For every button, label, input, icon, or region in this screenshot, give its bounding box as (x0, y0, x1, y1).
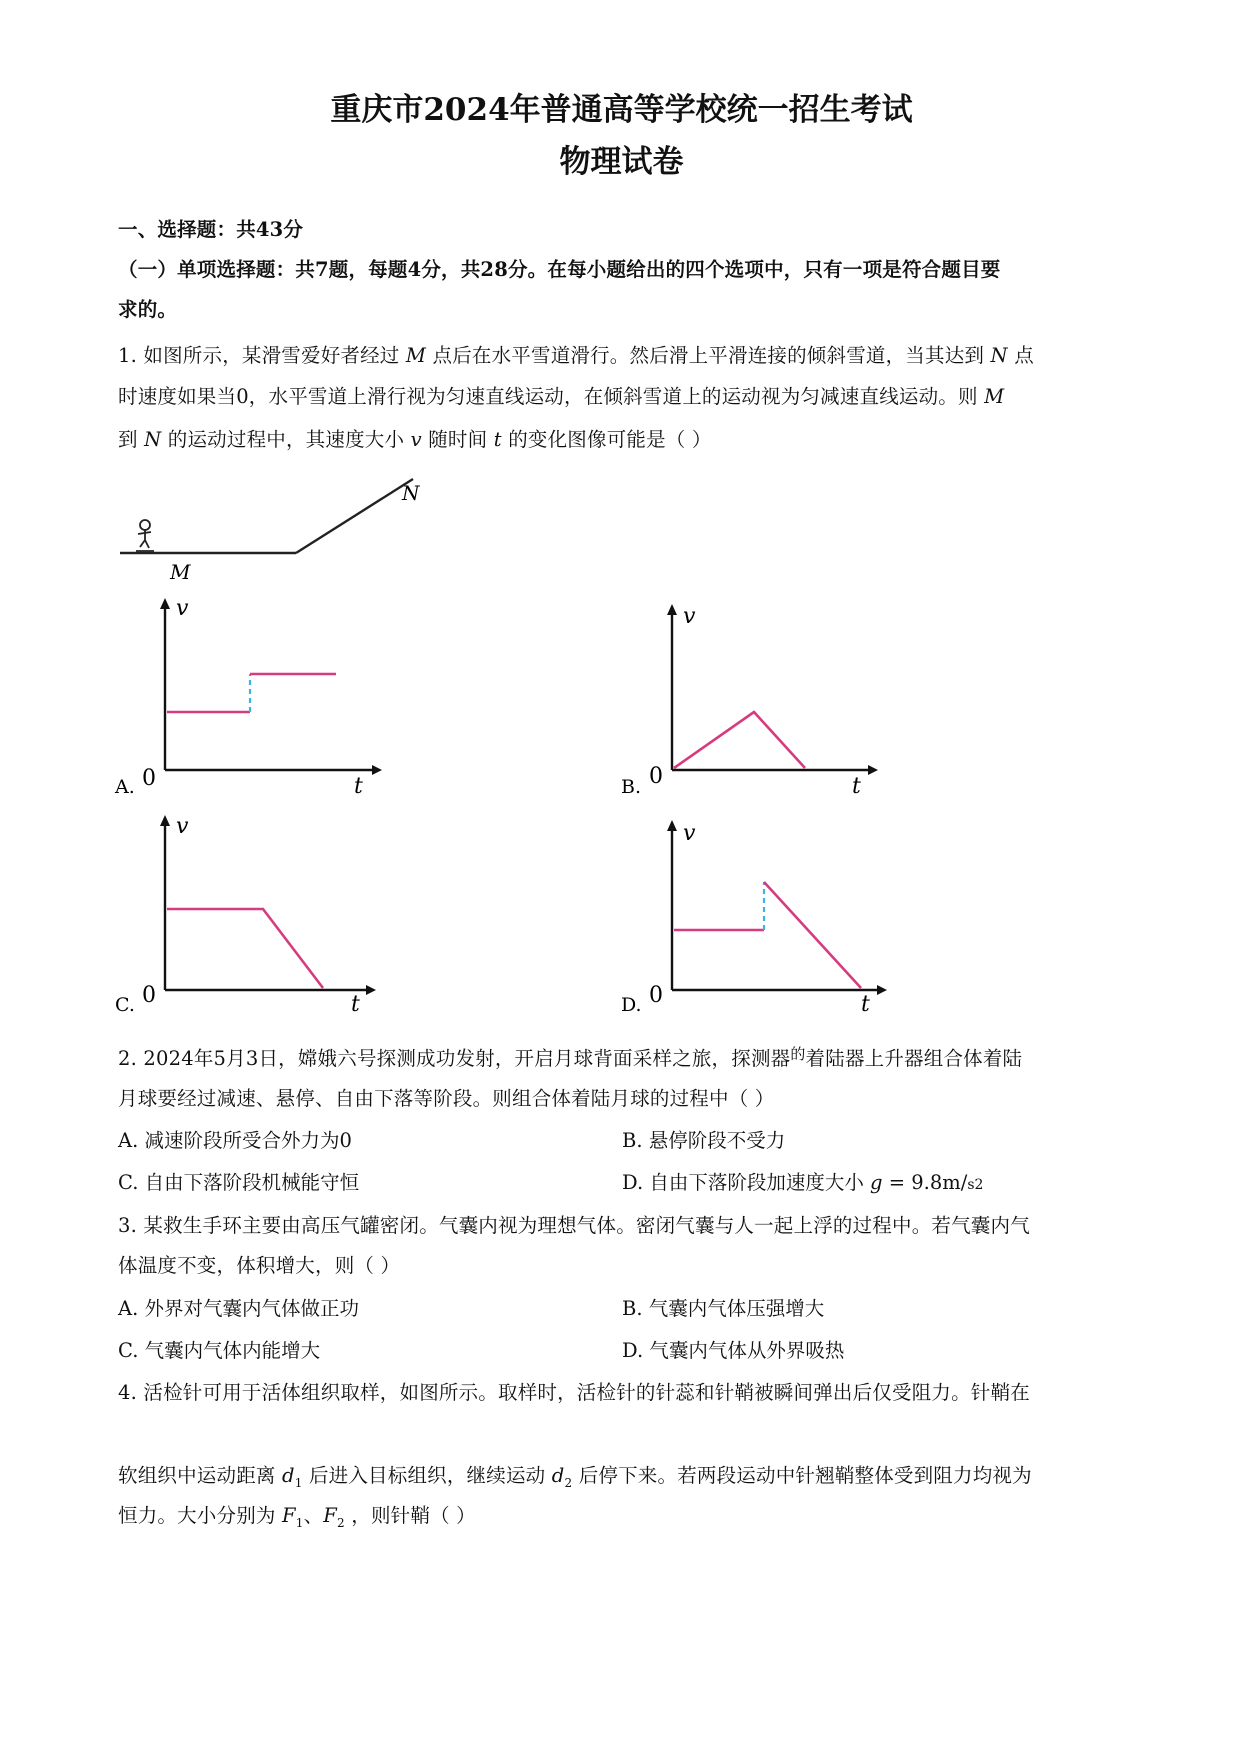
figure-label-M: M (170, 560, 191, 584)
q1-text: 随时间 (428, 428, 488, 451)
q3-line1: 3. 某救生手环主要由高压气罐密闭。气囊内视为理想气体。密闭气囊与人一起上浮的过程中。若气囊内气 (118, 1214, 1030, 1237)
q1-line3 (118, 424, 712, 452)
q1-text: 到 (118, 428, 138, 451)
var-F1: F (282, 1504, 296, 1527)
q1-var-M: M (405, 344, 427, 367)
origin-label: 0 (649, 983, 663, 1008)
q1-line2 (118, 381, 1004, 409)
q2-text: 着陆器上升器组合体着陆 (805, 1047, 1023, 1070)
option-label: D. (621, 994, 642, 1015)
var-d1-sub: 1 (294, 1475, 303, 1490)
var-F1-sub: 1 (295, 1515, 304, 1530)
q4-text: 后停下来。若两段运动中针翘鞘整体受到阻力均视为 (578, 1464, 1032, 1487)
page-subtitle: 物理试卷 (559, 144, 684, 180)
q2-small-char: 的 (790, 1045, 806, 1063)
q1-text: 时速度如果当0，水平雪道上滑行视为匀速直线运动，在倾斜雪道上的运动视为匀减速直线运动。则 (118, 385, 978, 408)
q2-option-d-value: = 9.8m/ (882, 1171, 968, 1194)
q4-text: ，则针鞘（ ） (351, 1504, 476, 1527)
q4-text: 恒力。大小分别为 (118, 1504, 276, 1527)
section-instruction-line1: （一）单项选择题：共7题，每题4分，共28分。在每小题给出的四个选项中，只有一项是符合题目要 (118, 258, 1001, 281)
q3-line2: 体温度不变，体积增大，则（ ） (118, 1254, 401, 1277)
axis-label-t: t (852, 774, 861, 795)
q4-text: 软组织中运动距离 (118, 1464, 276, 1487)
q1-var-N: N (990, 344, 1008, 367)
axis-label-t: t (861, 992, 870, 1015)
q1-var-v: v (410, 428, 422, 451)
q3-option-b: B. 气囊内气体压强增大 (622, 1297, 825, 1320)
q4-text: 后进入目标组织，继续运动 (308, 1464, 546, 1487)
option-label: C. (115, 994, 135, 1015)
q1-text: 点 (1014, 344, 1034, 367)
q1-text: 点后在水平雪道滑行。然后滑上平滑连接的倾斜雪道，当其达到 (432, 344, 985, 367)
curve (674, 712, 805, 768)
var-F2-sub: 2 (337, 1515, 345, 1530)
q4-line2 (118, 1460, 1032, 1490)
curve (167, 909, 323, 988)
var-d2-sub: 2 (564, 1475, 573, 1490)
option-label: A. (115, 776, 135, 795)
q1-var-M: M (984, 385, 1005, 408)
curve-segment-2 (764, 882, 861, 988)
axis-label-v: v (176, 814, 189, 839)
separator: 、 (303, 1504, 324, 1527)
q1-line1 (118, 340, 1034, 368)
q1-text: 的运动过程中，其速度大小 (167, 428, 405, 451)
q2-option-d-text: D. 自由下落阶段加速度大小 (622, 1171, 864, 1194)
q1-text: 1. 如图所示，某滑雪爱好者经过 (118, 344, 400, 367)
q1-text: 的变化图像可能是（ ） (508, 428, 712, 451)
axis-label-t: t (354, 774, 363, 795)
ski-slope-figure (110, 470, 440, 585)
origin-label: 0 (649, 764, 663, 789)
q2-text: 2. 2024年5月3日，嫦娥六号探测成功发射，开启月球背面采样之旅，探测器 (118, 1047, 791, 1070)
q2-line1 (118, 1043, 1022, 1071)
q2-option-d (622, 1167, 983, 1195)
q1-var-N: N (144, 428, 162, 451)
axis-label-t: t (351, 992, 360, 1015)
q1-var-t: t (493, 428, 502, 451)
page-title: 重庆市2024年普通高等学校统一招生考试 (330, 92, 913, 128)
q2-option-c: C. 自由下落阶段机械能守恒 (118, 1171, 360, 1194)
axis-label-v: v (683, 604, 696, 629)
graph-option-b (615, 603, 895, 795)
var-F2: F (323, 1504, 338, 1527)
graph-option-a (110, 595, 390, 795)
option-label: B. (621, 776, 642, 795)
axis-label-v: v (176, 596, 189, 621)
graph-option-c (110, 810, 390, 1015)
section-heading: 一、选择题：共43分 (118, 218, 304, 241)
skier-icon (136, 520, 154, 551)
graph-option-d (615, 818, 905, 1015)
q2-line2: 月球要经过减速、悬停、自由下落等阶段。则组合体着陆月球的过程中（ ） (118, 1087, 775, 1110)
q3-option-c: C. 气囊内气体内能增大 (118, 1339, 321, 1362)
origin-label: 0 (142, 766, 156, 791)
var-d1: d (282, 1464, 295, 1487)
q3-option-d: D. 气囊内气体从外界吸热 (622, 1339, 845, 1362)
figure-label-N: N (402, 481, 420, 505)
var-d2: d (551, 1464, 565, 1487)
axis-label-v: v (683, 821, 696, 846)
q2-option-d-unit: s2 (967, 1177, 984, 1193)
q2-option-b: B. 悬停阶段不受力 (622, 1129, 786, 1152)
q2-option-a: A. 减速阶段所受合外力为0 (118, 1129, 352, 1152)
q3-option-a: A. 外界对气囊内气体做正功 (118, 1297, 359, 1320)
section-instruction-line2: 求的。 (118, 298, 178, 321)
q4-line3 (118, 1500, 476, 1530)
q4-line1: 4. 活检针可用于活体组织取样，如图所示。取样时，活检针的针蕊和针鞘被瞬间弹出后仅受阻力。针鞘在 (118, 1381, 1030, 1404)
origin-label: 0 (142, 983, 156, 1008)
var-g: g (870, 1171, 883, 1194)
